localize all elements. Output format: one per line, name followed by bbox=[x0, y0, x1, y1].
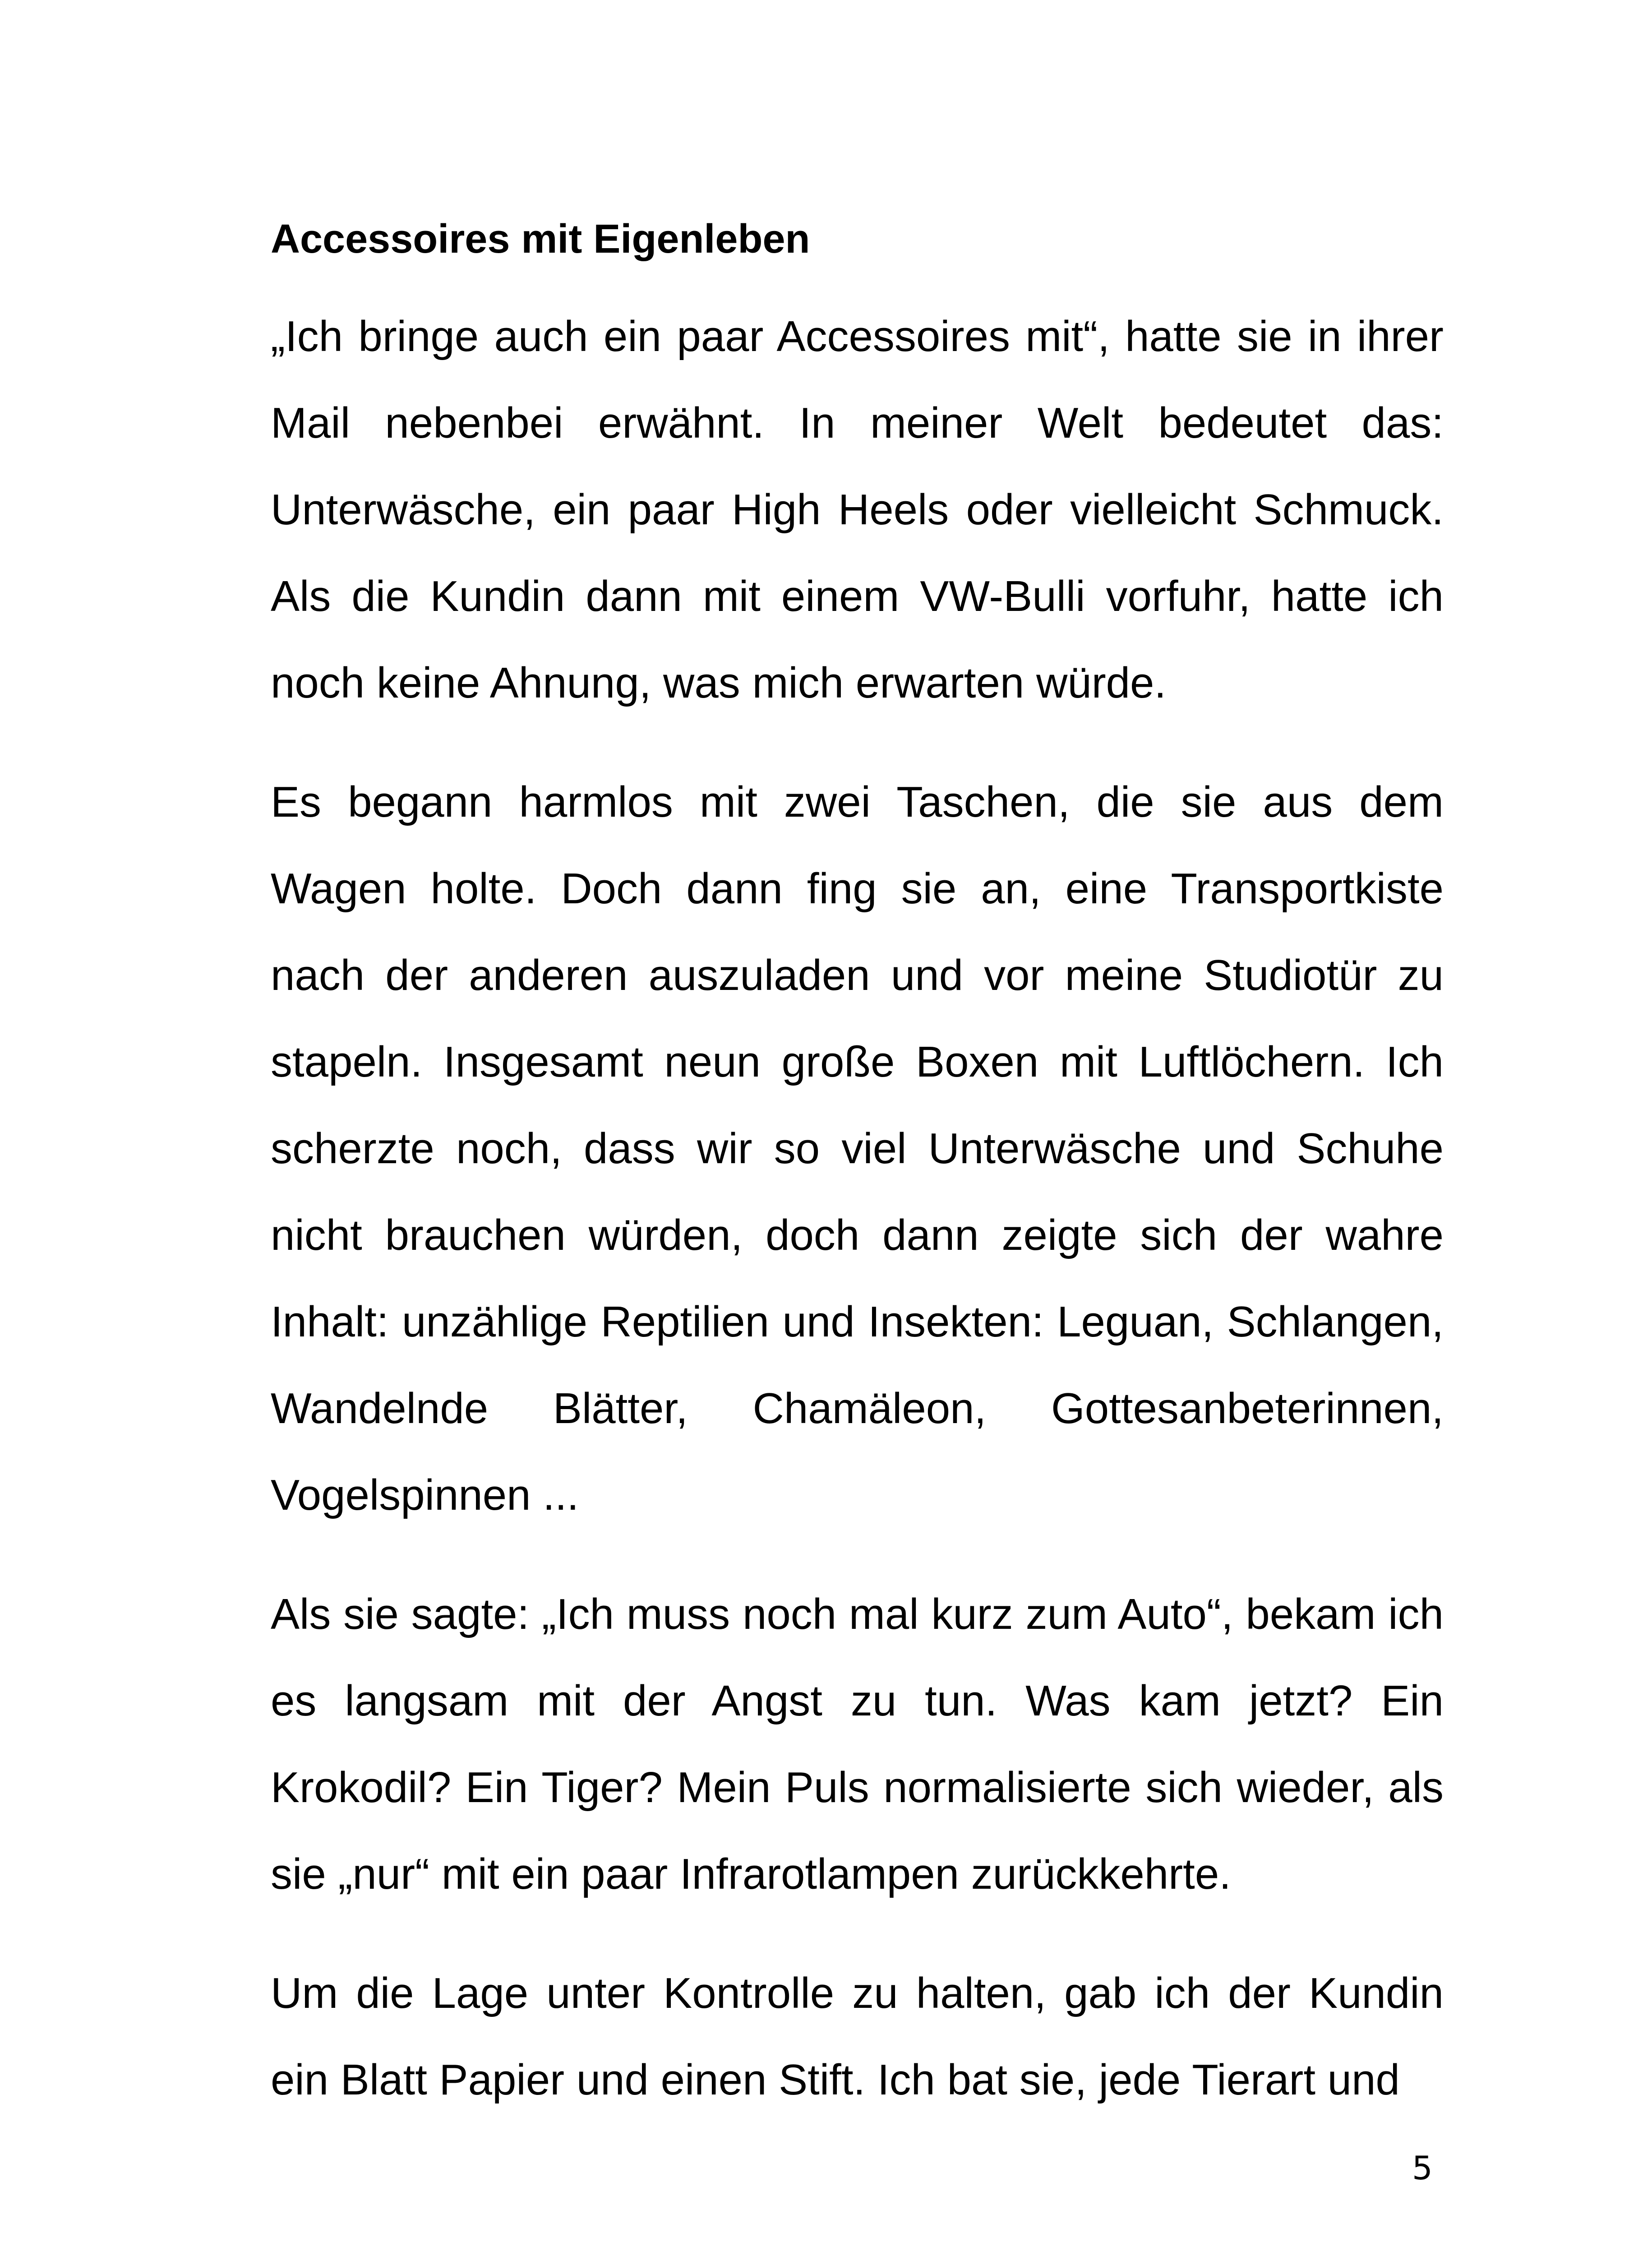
paragraph-1: „Ich bringe auch ein paar Accessoires mit“, hatte sie in ihrer Mail nebenbei erwähnt. In meiner Welt bedeutet das: Unterwäsche, ein paar High Heels oder vielleicht Schmuck. Als die Kundin dann mit einem VW-Bulli vorfuhr, hatte ich noch keine Ahnung, was mich erwarten würde. bbox=[271, 312, 1444, 707]
paragraph-4: Um die Lage unter Kontrolle zu halten, gab ich der Kundin ein Blatt Papier und einen Stift. Ich bat sie, jede Tierart und bbox=[271, 1969, 1444, 2104]
page-number: 5 bbox=[1412, 2149, 1433, 2187]
page-body bbox=[271, 212, 1444, 2156]
paragraph-2: Es begann harmlos mit zwei Taschen, die sie aus dem Wagen holte. Doch dann fing sie an, eine Transportkiste nach der anderen auszuladen und vor meine Studiotür zu stapeln. Insgesamt neun große Boxen mit Luftlöchern. Ich scherzte noch, dass wir so viel Unterwäsche und Schuhe nicht brauchen würden, doch dann zeigte sich der wahre Inhalt: unzählige Reptilien und Insekten: Leguan, Schlangen, Wandelnde Blätter, Chamäleon, Gottesanbeterinnen, Vogelspinnen ... bbox=[271, 778, 1444, 1519]
section-heading: Accessoires mit Eigenleben bbox=[271, 217, 810, 262]
paragraph-3: Als sie sagte: „Ich muss noch mal kurz zum Auto“, bekam ich es langsam mit der Angst zu tun. Was kam jetzt? Ein Krokodil? Ein Tiger? Mein Puls normalisierte sich wieder, als sie „nur“ mit ein paar Infrarotlampen zurückkehrte. bbox=[271, 1590, 1444, 1898]
